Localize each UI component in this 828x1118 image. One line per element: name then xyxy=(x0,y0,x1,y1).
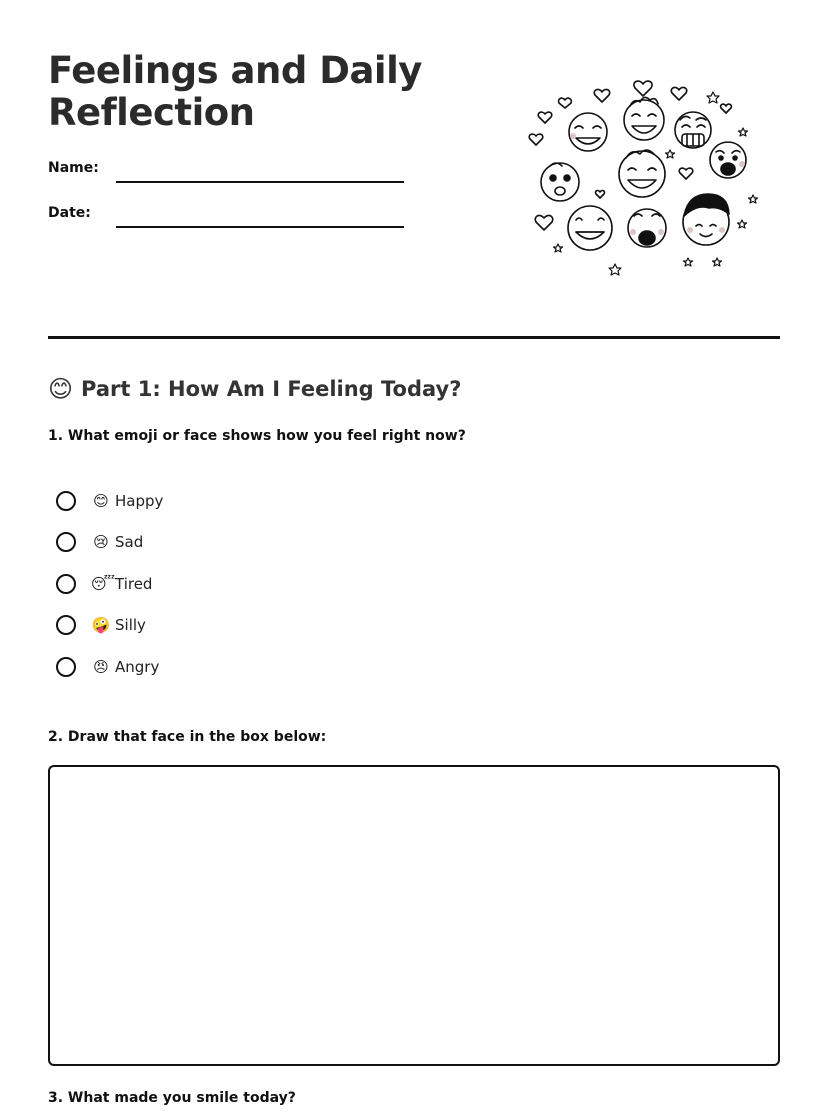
drawing-box[interactable] xyxy=(48,765,780,1066)
question-3: 3. What made you smile today? xyxy=(48,1090,296,1106)
radio-button[interactable] xyxy=(56,532,76,552)
name-field xyxy=(48,160,408,190)
option-happy[interactable] xyxy=(56,488,163,514)
date-field xyxy=(48,205,408,235)
laughing-face-doodle xyxy=(624,97,664,140)
name-input-line[interactable] xyxy=(116,181,404,183)
sad-emoji-icon: 😢 xyxy=(93,533,109,551)
big-smile-face-doodle xyxy=(619,150,665,197)
question-2: 2. Draw that face in the box below: xyxy=(48,729,327,745)
part1-heading xyxy=(48,374,461,404)
boy-face-doodle xyxy=(683,194,729,245)
section-divider xyxy=(48,336,780,339)
option-label: Silly xyxy=(115,616,146,634)
option-tired[interactable] xyxy=(56,571,152,597)
option-label: Sad xyxy=(115,533,144,551)
radio-button[interactable] xyxy=(56,491,76,511)
date-label: Date: xyxy=(48,205,91,221)
shouting-face-doodle xyxy=(710,142,746,178)
surprised-face-doodle xyxy=(541,163,579,201)
radio-button[interactable] xyxy=(56,657,76,677)
crying-face-doodle xyxy=(628,209,666,247)
grinning-face-doodle xyxy=(675,112,711,148)
option-silly[interactable] xyxy=(56,612,146,638)
radio-button[interactable] xyxy=(56,615,76,635)
option-sad[interactable] xyxy=(56,529,143,555)
faces-illustration xyxy=(520,70,760,280)
star-doodles xyxy=(554,92,758,275)
angry-emoji-icon: 😠 xyxy=(93,658,109,676)
option-label: Tired xyxy=(115,575,153,593)
option-label: Angry xyxy=(115,658,160,676)
date-input-line[interactable] xyxy=(116,226,404,228)
smiling-face-icon: 😊 xyxy=(48,375,74,403)
tired-emoji-icon: 😴 xyxy=(91,575,116,593)
happy-emoji-icon: 😊 xyxy=(93,492,109,510)
question-1: 1. What emoji or face shows how you feel right now? xyxy=(48,428,466,444)
silly-emoji-icon: 🤪 xyxy=(91,616,111,634)
page-title: Feelings and Daily Reflection xyxy=(48,49,422,134)
part1-title: Part 1: How Am I Feeling Today? xyxy=(81,377,462,401)
happy-face-doodle xyxy=(569,113,607,151)
option-angry[interactable] xyxy=(56,654,159,680)
name-label: Name: xyxy=(48,160,99,176)
grin-face-doodle xyxy=(568,206,612,250)
radio-button[interactable] xyxy=(56,574,76,594)
option-label: Happy xyxy=(115,492,164,510)
